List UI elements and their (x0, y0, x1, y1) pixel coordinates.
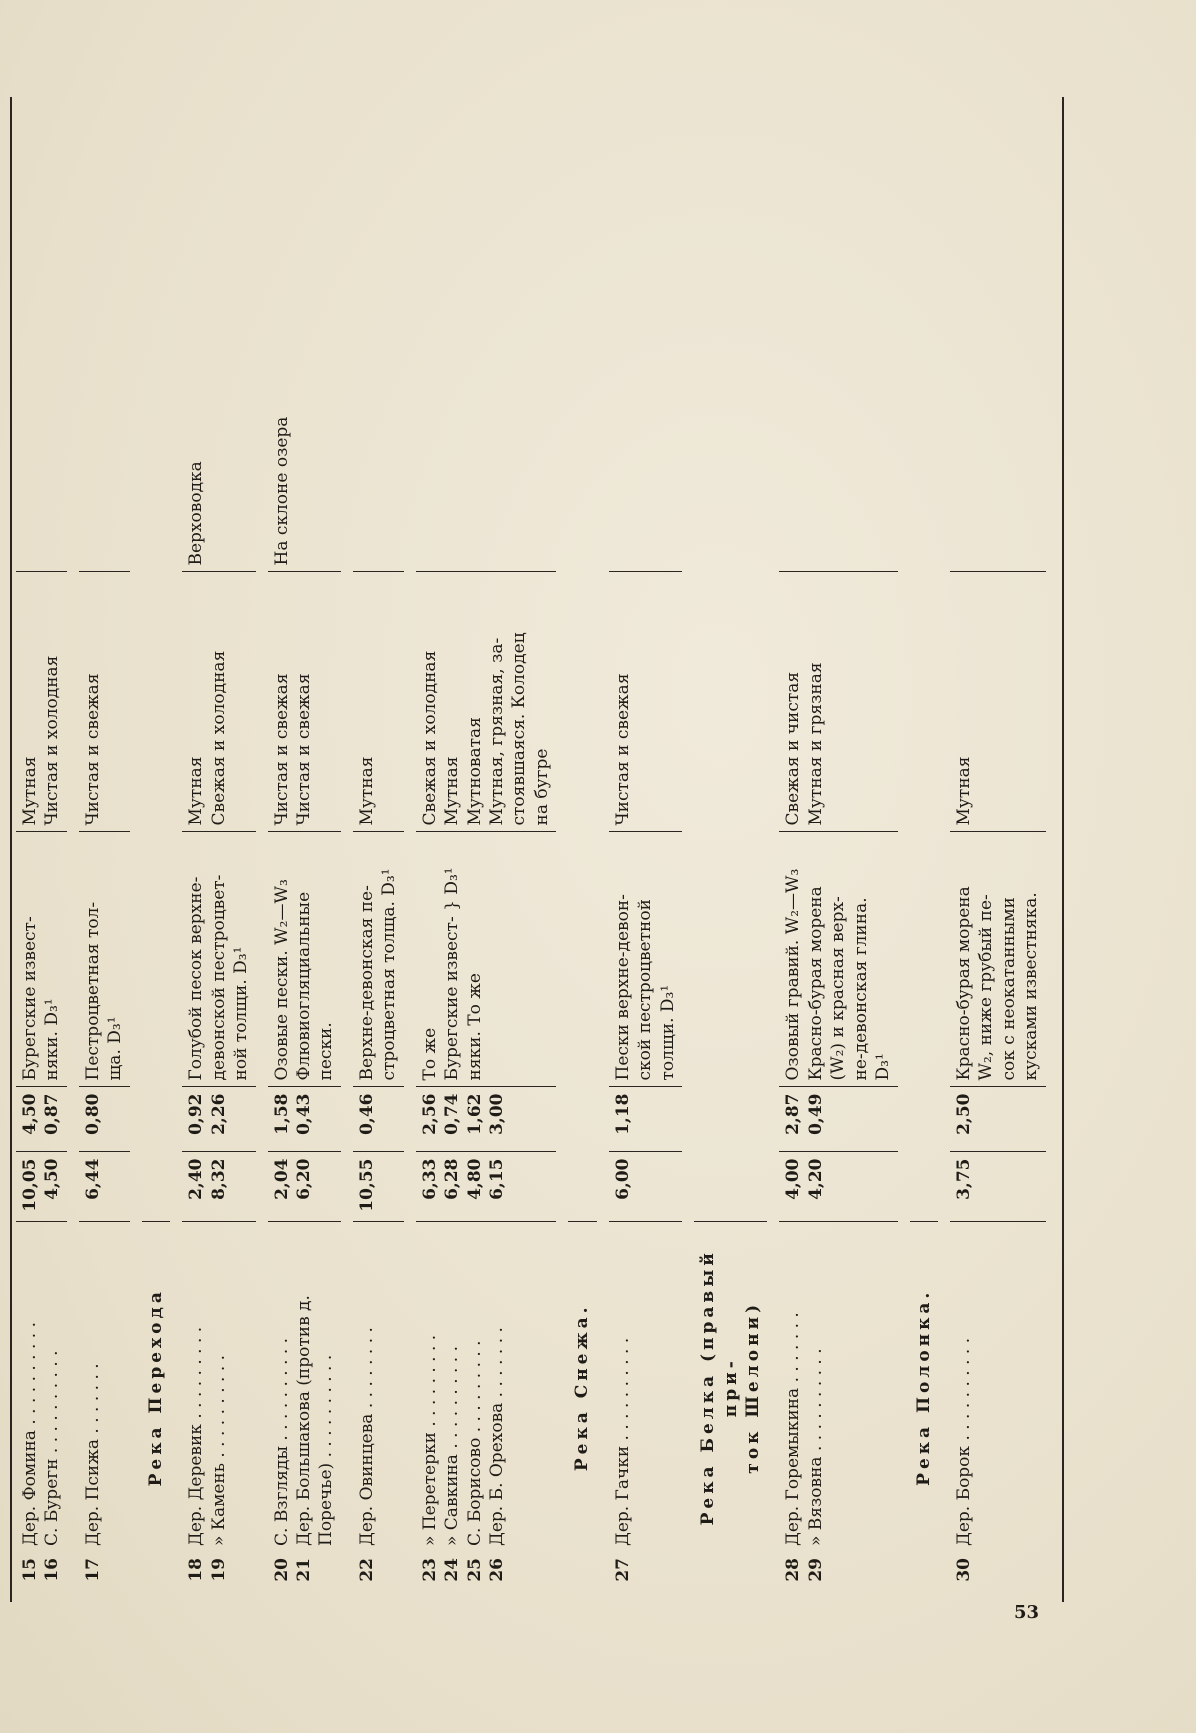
water-depth-value: 2,87 0,49 (779, 1087, 897, 1152)
rock-description: Озовый гравий. W₂—W₃ Красно-бурая морена (W₂) и красная верх- не-девонская глина. D₃¹ (779, 832, 897, 1087)
note (779, 97, 897, 572)
river-heading: Река Снежа. (572, 1303, 593, 1472)
table-row (268, 97, 341, 1602)
table-body (11, 97, 1063, 1602)
river-heading: Река Перехода (145, 1288, 166, 1487)
row-number: 27 (612, 1558, 633, 1582)
table-row (353, 97, 404, 1602)
table-row (950, 97, 1046, 1602)
locality-name: Дер. Горемыкина . . . . . . . » Вязовна . . . . . . . . . . (783, 1312, 826, 1546)
water-depth-value: 1,58 0,43 (268, 1087, 341, 1152)
water-depth-value: 0,92 2,26 (182, 1087, 255, 1152)
table-row (779, 97, 897, 1602)
note (609, 97, 682, 572)
depth-value: 6,00 (609, 1152, 682, 1222)
depth-value: 6,44 (79, 1152, 130, 1222)
depth-value: 10,55 (353, 1152, 404, 1222)
row-number: 18 19 (186, 1558, 229, 1582)
river-heading: Река Полонка. (913, 1288, 934, 1486)
water-depth-value: 0,80 (79, 1087, 130, 1152)
row-number: 22 (356, 1558, 377, 1582)
table-row (79, 97, 130, 1602)
depth-value: 4,00 4,20 (779, 1152, 897, 1222)
rock-description: Голубой песок верхне- девонской пестроцвет- ной толщи. D₃¹ (182, 832, 255, 1087)
row-number: 17 (82, 1558, 103, 1582)
rock-description: Бурегские извест- няки. D₃¹ (16, 832, 67, 1087)
rotated-table-block (10, 97, 1045, 1602)
row-number: 23 24 25 26 (419, 1558, 507, 1582)
river-heading-row (694, 97, 767, 1602)
note: Верховодка (182, 97, 255, 572)
depth-value: 3,75 (950, 1152, 1046, 1222)
row-number: 15 16 (20, 1558, 63, 1582)
locality-name: Дер. Деревик . . . . . . . . . » Камень . . . . . . . . . . (186, 1326, 229, 1546)
rock-description: Озовые пески. W₂—W₃ Флювиогляциальные пески. (268, 832, 341, 1087)
locality-name: Дер. Фомина . . . . . . . . . . С. Бурегн . . . . . . . . . . (20, 1321, 63, 1546)
rock-description: Красно-бурая морена W₂, ниже грубый пе- сок с неокатанными кусками известняка. (950, 832, 1046, 1087)
water-depth-value: 1,18 (609, 1087, 682, 1152)
river-heading: Река Белка (правый при- ток Шелони) (698, 1249, 763, 1526)
note: На склоне озера (268, 97, 341, 572)
water-quality: Чистая и свежая (79, 572, 130, 832)
row-gap (938, 97, 950, 1602)
row-gap (67, 97, 79, 1602)
note (79, 97, 130, 572)
river-blank (910, 97, 938, 1222)
table-row (416, 97, 557, 1602)
depth-value: 6,33 6,28 4,80 6,15 (416, 1152, 557, 1222)
depth-value: 2,04 6,20 (268, 1152, 341, 1222)
water-quality: Мутная (353, 572, 404, 832)
water-quality: Мутная (950, 572, 1046, 832)
locality-name: Дер. Борок . . . . . . . . . . (954, 1337, 974, 1546)
river-spacer (142, 1552, 170, 1602)
row-gap (682, 97, 694, 1602)
note (16, 97, 67, 572)
note (950, 97, 1046, 572)
rock-description: Верхне-девонская пе- строцветная толща. D₃¹ (353, 832, 404, 1087)
water-depth-value: 2,50 (950, 1087, 1046, 1152)
water-quality: Мутная Свежая и холодная (182, 572, 255, 832)
depth-value: 10,05 4,50 (16, 1152, 67, 1222)
water-depth-value: 2,56 0,74 1,62 3,00 (416, 1087, 557, 1152)
water-quality: Мутная Чистая и холодная (16, 572, 67, 832)
wells-table (10, 97, 1064, 1602)
river-spacer (694, 1552, 767, 1602)
table-row (182, 97, 255, 1602)
row-gap (341, 97, 353, 1602)
row-gap (130, 97, 142, 1602)
river-heading-row (910, 97, 938, 1602)
row-gap (556, 97, 568, 1602)
rock-description: То же Бурегские извест- } D₃¹ няки. То же (416, 832, 557, 1087)
locality-name: Дер. Овинцева . . . . . . . . (356, 1327, 377, 1546)
table-bottom-rule (1058, 97, 1063, 1602)
locality-name: Дер. Псижа . . . . . . . (82, 1363, 103, 1546)
water-quality: Свежая и чистая Мутная и грязная (779, 572, 897, 832)
water-quality: Чистая и свежая (609, 572, 682, 832)
table-row (16, 97, 67, 1602)
river-spacer (910, 1552, 938, 1602)
row-gap (767, 97, 779, 1602)
water-depth-value: 0,46 (353, 1087, 404, 1152)
rock-description: Пестроцветная тол- ща. D₃¹ (79, 832, 130, 1087)
river-blank (694, 97, 767, 1222)
row-gap (404, 97, 416, 1602)
note (353, 97, 404, 572)
row-number: 20 21 (271, 1558, 314, 1582)
river-blank (568, 97, 596, 1222)
row-number: 28 29 (783, 1558, 826, 1582)
locality-name: Дер. Гачки . . . . . . . . . . (612, 1337, 633, 1546)
water-quality: Свежая и холодная Мутная Мутноватая Мутная, грязная, за- стоявшаяся. Колодец на бугре (416, 572, 557, 832)
water-depth-value: 4,50 0,87 (16, 1087, 67, 1152)
table-row (609, 97, 682, 1602)
rock-description: Пески верхне-девон- ской пестроцветной толщи. D₃¹ (609, 832, 682, 1087)
row-gap (597, 97, 609, 1602)
page-number: 53 (1014, 1602, 1040, 1623)
locality-name: » Перетерки . . . . . . . . . » Савкина . . . . . . . . . . С. Борисово . . . . . . . . . Дер. Б. Орехова . . . . . . . (419, 1327, 507, 1546)
river-blank (142, 97, 170, 1222)
row-gap (1046, 97, 1058, 1602)
row-gap (170, 97, 182, 1602)
depth-value: 2,40 8,32 (182, 1152, 255, 1222)
river-spacer (568, 1552, 596, 1602)
river-heading-row (142, 97, 170, 1602)
row-gap (256, 97, 268, 1602)
note (416, 97, 557, 572)
locality-name: С. Взгляды . . . . . . . . . . Дер. Большакова (против д. Поречье) . . . . . . . . . . (271, 1295, 337, 1546)
river-heading-row (568, 97, 596, 1602)
water-quality: Чистая и свежая Чистая и свежая (268, 572, 341, 832)
row-gap (898, 97, 910, 1602)
row-number: 30 (954, 1558, 974, 1582)
